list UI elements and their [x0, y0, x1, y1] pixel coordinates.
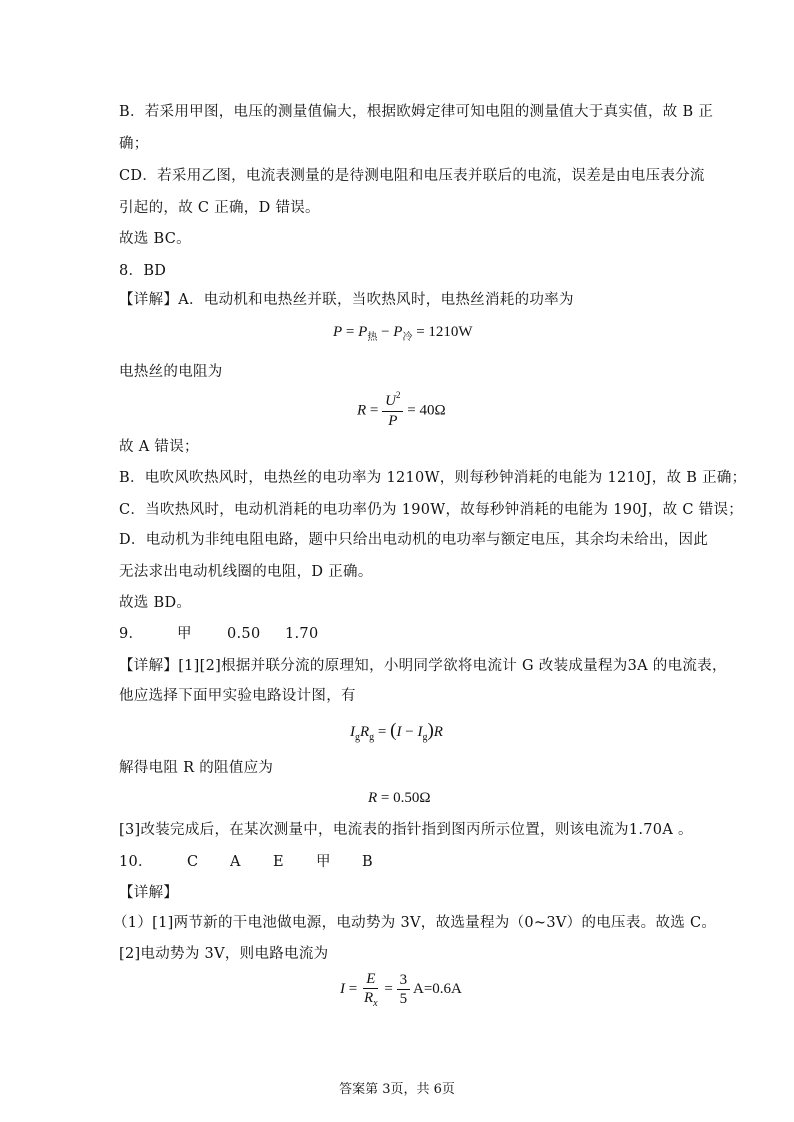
text-line: 故选 BD。	[119, 595, 192, 611]
formula-result-resistance: R = 0.50Ω	[368, 790, 431, 806]
question-10-answers: 10． C A E 甲 B	[119, 854, 373, 870]
text-line: B．电吹风吹热风时，电热丝的电功率为 1210W，则每秒钟消耗的电能为 1210J，故 B 正确；	[119, 470, 747, 486]
text-line: D．电动机为非纯电阻电路，题中只给出电动机的电功率与额定电压，其余均未给出，因此	[119, 532, 709, 548]
text-line: 【详解】A．电动机和电热丝并联，当吹热风时，电热丝消耗的功率为	[119, 292, 574, 308]
formula-current: I = $\frac{E}{R_x}$ = $\frac{3}{5}$ A=0.6A	[340, 971, 462, 1009]
text-line: 电热丝的电阻为	[119, 364, 223, 380]
text-line: 无法求出电动机线圈的电阻，D 正确。	[119, 564, 373, 580]
text-line: 解得电阻 R 的阻值应为	[119, 760, 274, 776]
text-line: 确；	[119, 136, 149, 152]
text-line: 引起的，故 C 正确，D 错误。	[119, 200, 320, 216]
text-line: 【详解】	[119, 885, 179, 901]
formula-shunt: $I_gR_g = (I - I_g)R$	[350, 720, 443, 743]
question-8-heading: 8．BD	[119, 263, 167, 279]
formula-resistance: R = $\frac{U^2}{P}$ = 40Ω	[357, 390, 446, 429]
text-line: CD．若采用乙图，电流表测量的是待测电阻和电压表并联后的电流，误差是由电压表分流	[119, 168, 705, 184]
text-line: 故选 BC。	[119, 231, 191, 247]
question-9-answers: 9． 甲 0.50 1.70	[119, 626, 319, 642]
text-line: [2]电动势为 3V，则电路电流为	[119, 946, 329, 962]
text-line: B．若采用甲图，电压的测量值偏大，根据欧姆定律可知电阻的测量值大于真实值，故 B 正	[119, 104, 714, 120]
text-line: [3]改装完成后，在某次测量中，电流表的指针指到图丙所示位置，则该电流为1.70A 。	[119, 822, 693, 838]
text-line: 【详解】[1][2]根据并联分流的原理知，小明同学欲将电流计 G 改装成量程为3A 的电流表，	[119, 658, 727, 674]
text-line: 他应选择下面甲实验电路设计图，有	[119, 688, 356, 704]
text-line: （1）[1]两节新的干电池做电源，电动势为 3V，故选量程为（0~3V）的电压表。故选 C。	[113, 915, 717, 931]
page-footer: 答案第 3页，共 6页	[339, 1082, 455, 1097]
text-line: 故 A 错误；	[119, 439, 199, 455]
text-line: C．当吹热风时，电动机消耗的电功率仍为 190W，故每秒钟消耗的电能为 190J，故 C 错误；	[119, 502, 744, 518]
formula-power: $P = P_热 - P_冷 = 1210W$	[333, 324, 473, 343]
